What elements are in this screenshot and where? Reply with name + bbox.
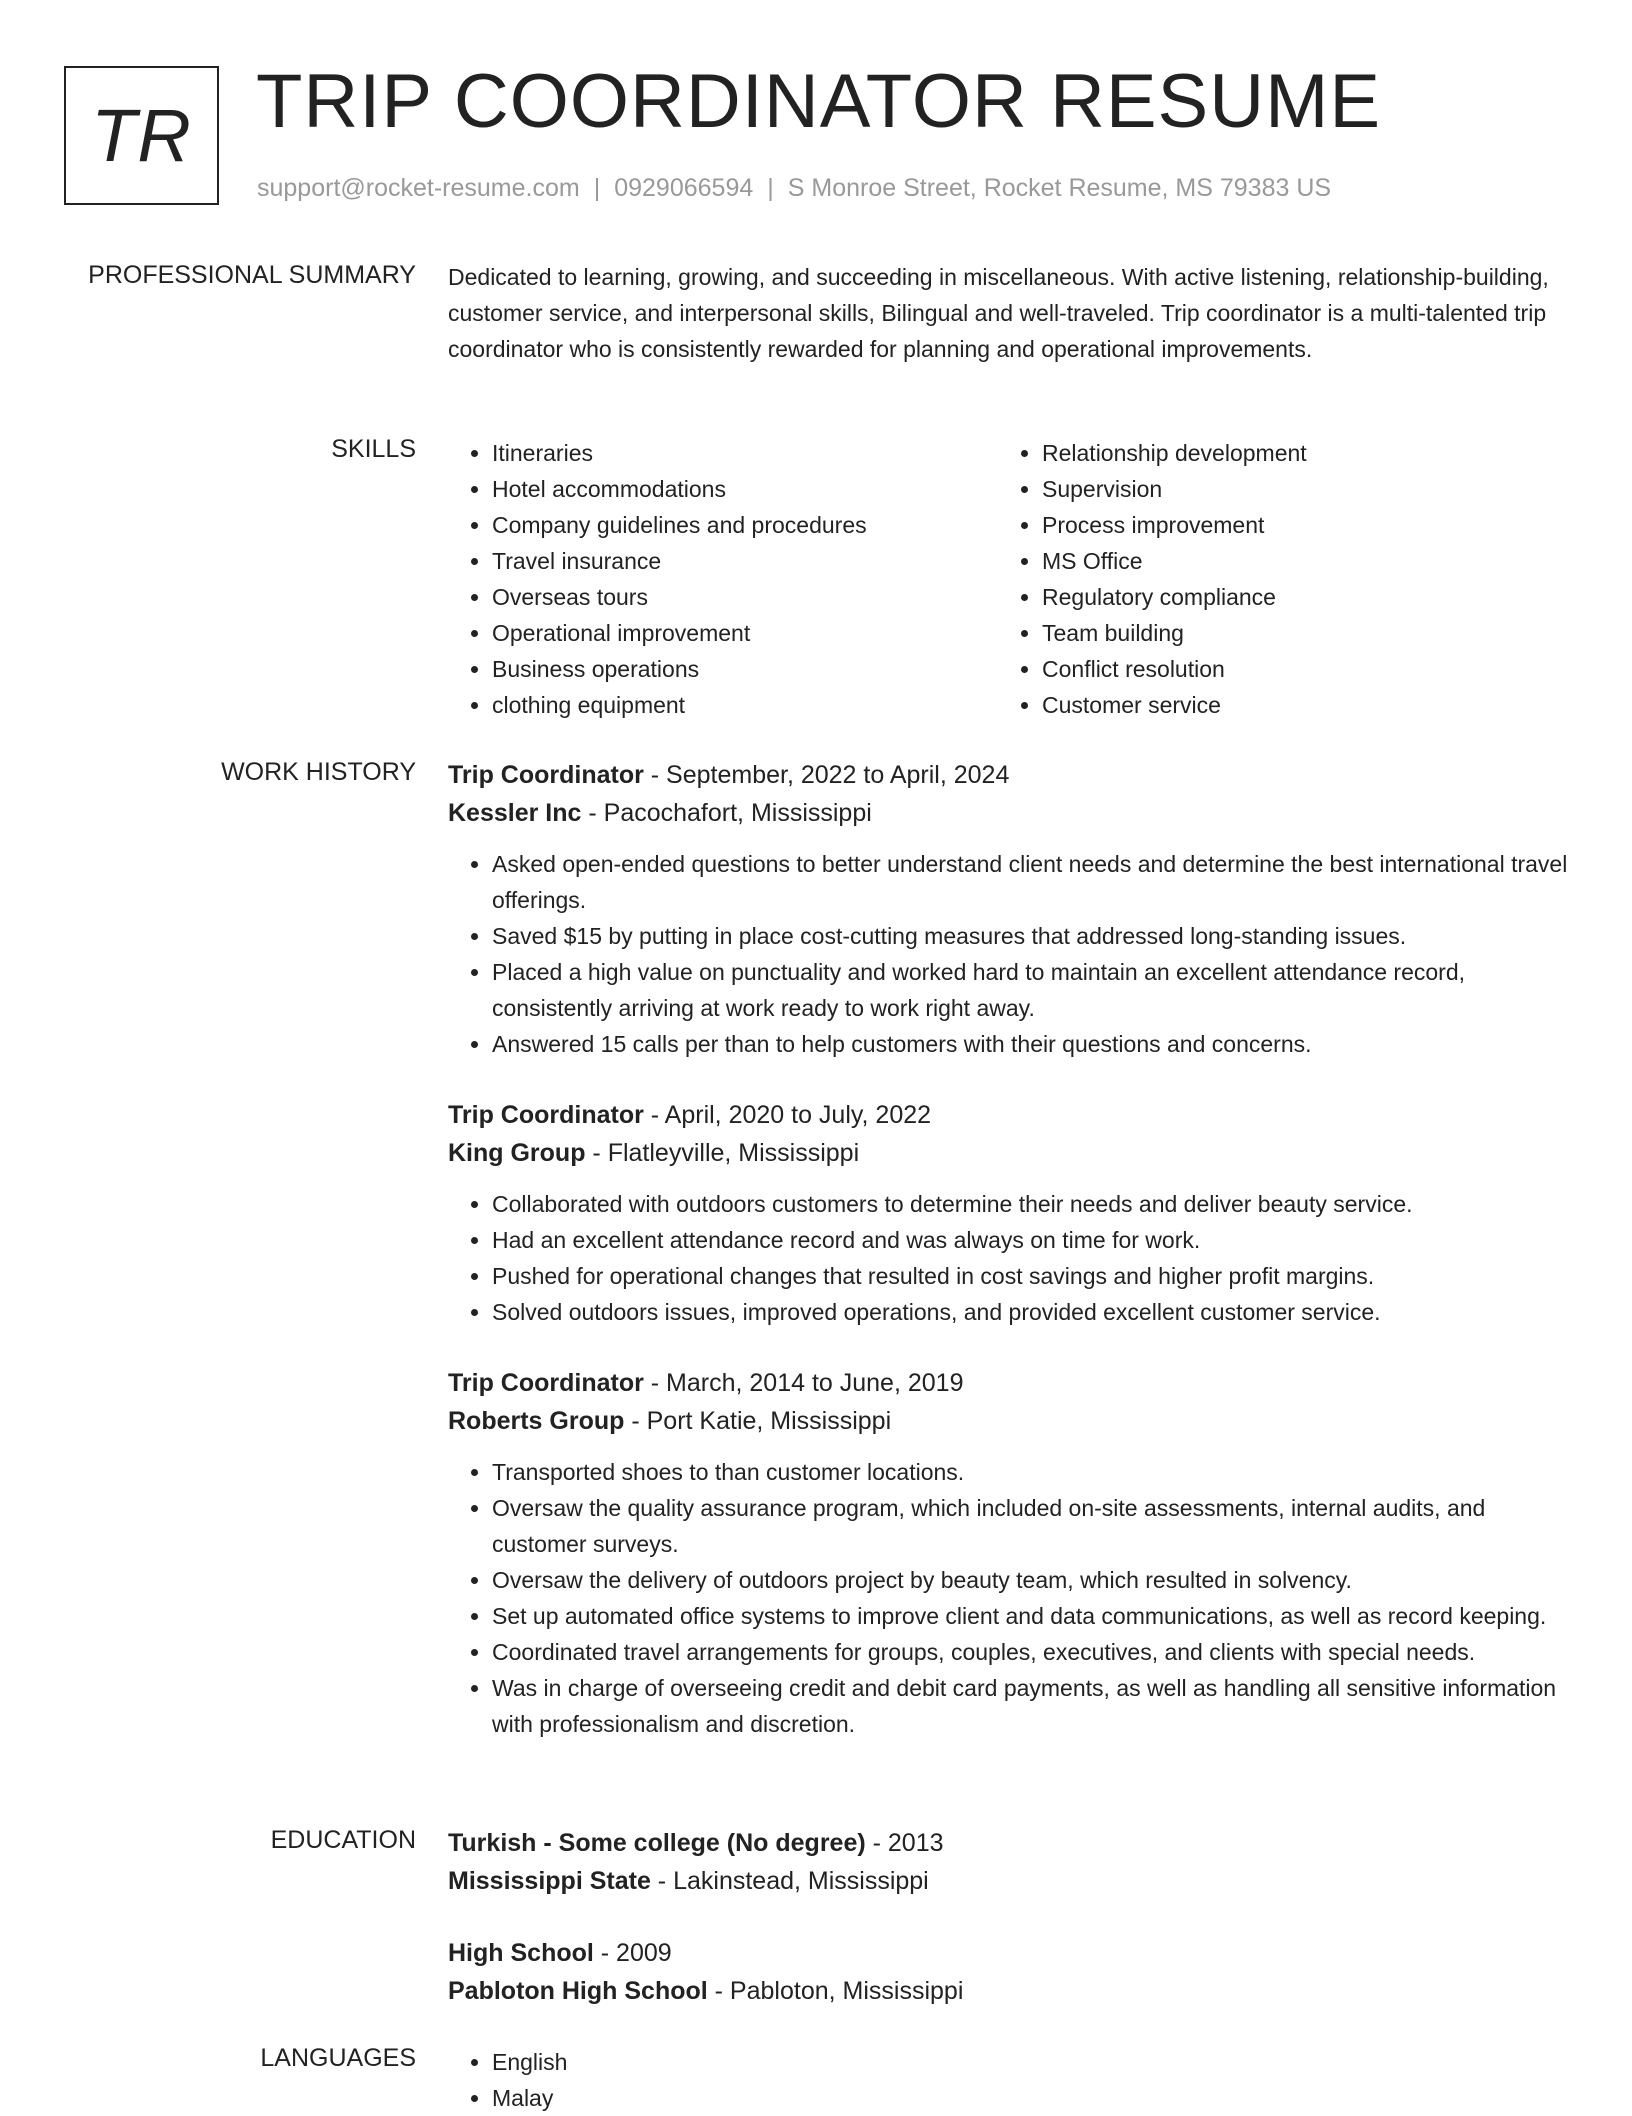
education-school-line [448, 1972, 1568, 2010]
skill-item: • Business operations [492, 651, 998, 687]
job-dates: - March, 2014 to June, 2019 [643, 1369, 964, 1397]
skill-item: • clothing equipment [492, 687, 998, 723]
job-entry [448, 756, 1568, 1062]
job-title-line [448, 1364, 1568, 1402]
skill-item: • Company guidelines and procedures [492, 507, 998, 543]
skill-item: • Process improvement [1042, 507, 1548, 543]
education-school: Pabloton High School [448, 1977, 708, 2005]
job-bullet: • Pushed for operational changes that resulted in cost savings and higher profit margins. [492, 1258, 1568, 1294]
job-company-line [448, 1402, 1568, 1440]
job-bullets [448, 1186, 1568, 1330]
resume-title: TRIP COORDINATOR RESUME [256, 59, 1382, 144]
skill-item: • Relationship development [1042, 435, 1548, 471]
summary-text: Dedicated to learning, growing, and succeeding in miscellaneous. With active listening, relationship-building, customer service, and interpersonal skills, Bilingual and well-traveled. Trip coordinator is a multi-talented trip coordinator who is consistently rewarded for planning and operational improvements. [448, 264, 1549, 362]
contact-phone: 0929066594 [614, 174, 754, 202]
education-degree: High School [448, 1939, 594, 1967]
skill-item: • Conflict resolution [1042, 651, 1548, 687]
education-year: - 2009 [593, 1939, 672, 1967]
resume-header [64, 59, 1564, 214]
language-item: • English [492, 2044, 1568, 2080]
skills-list-left [448, 435, 998, 723]
contact-separator: | [593, 174, 601, 202]
job-bullet: • Answered 15 calls per than to help customers with their questions and concerns. [492, 1026, 1568, 1062]
job-bullet: • Saved $15 by putting in place cost-cutting measures that addressed long-standing issues. [492, 918, 1568, 954]
languages-body [448, 2044, 1568, 2116]
section-title-summary: PROFESSIONAL SUMMARY [88, 261, 416, 289]
work-body [448, 756, 1568, 1776]
skill-item: • Supervision [1042, 471, 1548, 507]
job-bullet: • Coordinated travel arrangements for groups, couples, executives, and clients with special needs. [492, 1634, 1568, 1670]
job-bullet: • Was in charge of overseeing credit and debit card payments, as well as handling all sensitive information with professionalism and discretion. [492, 1670, 1568, 1742]
job-bullet: • Solved outdoors issues, improved operations, and provided excellent customer service. [492, 1294, 1568, 1330]
job-entry [448, 1364, 1568, 1742]
job-dates: - September, 2022 to April, 2024 [643, 761, 1010, 789]
job-entry [448, 1096, 1568, 1330]
job-role: Trip Coordinator [448, 1101, 644, 1129]
section-title-languages: LANGUAGES [260, 2044, 416, 2072]
job-bullets [448, 846, 1568, 1062]
job-company-line [448, 1134, 1568, 1172]
education-year: - 2013 [865, 1829, 944, 1857]
skill-item: • Customer service [1042, 687, 1548, 723]
languages-list [448, 2044, 1568, 2116]
summary-body [448, 259, 1568, 367]
job-bullets [448, 1454, 1568, 1742]
job-bullet: • Oversaw the quality assurance program, which included on-site assessments, internal audits, and customer surveys. [492, 1490, 1568, 1562]
job-company: King Group [448, 1139, 586, 1167]
job-bullet: • Oversaw the delivery of outdoors project by beauty team, which resulted in solvency. [492, 1562, 1568, 1598]
education-school: Mississippi State [448, 1867, 651, 1895]
job-bullet: • Had an excellent attendance record and was always on time for work. [492, 1222, 1568, 1258]
education-location: - Pabloton, Mississippi [707, 1977, 964, 2005]
skills-body [448, 435, 1568, 723]
job-bullet: • Transported shoes to than customer locations. [492, 1454, 1568, 1490]
education-degree: Turkish - Some college (No degree) [448, 1829, 866, 1857]
job-title-line [448, 1096, 1568, 1134]
job-bullet: • Asked open-ended questions to better understand client needs and determine the best international travel offerings. [492, 846, 1568, 918]
job-bullet: • Set up automated office systems to improve client and data communications, as well as record keeping. [492, 1598, 1568, 1634]
job-bullet: • Collaborated with outdoors customers to determine their needs and deliver beauty service. [492, 1186, 1568, 1222]
job-dates: - April, 2020 to July, 2022 [643, 1101, 932, 1129]
job-title-line [448, 756, 1568, 794]
skill-item: • Itineraries [492, 435, 998, 471]
language-item: • Malay [492, 2080, 1568, 2116]
education-degree-line [448, 1934, 1568, 1972]
section-title-work: WORK HISTORY [221, 758, 416, 786]
skills-column-right [998, 435, 1548, 723]
job-location: - Flatleyville, Mississippi [585, 1139, 860, 1167]
education-entry [448, 1824, 1568, 1900]
section-title-education: EDUCATION [270, 1826, 416, 1854]
skill-item: • Regulatory compliance [1042, 579, 1548, 615]
job-role: Trip Coordinator [448, 761, 644, 789]
skill-item: • Travel insurance [492, 543, 998, 579]
skill-item: • Operational improvement [492, 615, 998, 651]
education-degree-line [448, 1824, 1568, 1862]
skills-list-right [998, 435, 1548, 723]
skill-item: • MS Office [1042, 543, 1548, 579]
job-company-line [448, 794, 1568, 832]
job-role: Trip Coordinator [448, 1369, 644, 1397]
job-company: Roberts Group [448, 1407, 625, 1435]
job-company: Kessler Inc [448, 799, 582, 827]
skill-item: • Overseas tours [492, 579, 998, 615]
skills-columns [448, 435, 1568, 723]
contact-separator: | [767, 174, 774, 202]
education-entry [448, 1934, 1568, 2010]
skill-item: • Team building [1042, 615, 1548, 651]
job-location: - Pacochafort, Mississippi [581, 799, 872, 827]
monogram-logo: TR [64, 66, 219, 205]
education-body [448, 1824, 1568, 2044]
job-location: - Port Katie, Mississippi [624, 1407, 892, 1435]
contact-email: support@rocket-resume.com [257, 174, 580, 202]
job-bullet: • Placed a high value on punctuality and worked hard to maintain an excellent attendance record, consistently arriving at work ready to work right away. [492, 954, 1568, 1026]
skill-item: • Hotel accommodations [492, 471, 998, 507]
education-location: - Lakinstead, Mississippi [650, 1867, 929, 1895]
skills-column-left [448, 435, 998, 723]
education-school-line [448, 1862, 1568, 1900]
section-title-skills: SKILLS [331, 435, 416, 463]
contact-address: S Monroe Street, Rocket Resume, MS 79383 US [787, 174, 1332, 202]
contact-line [257, 174, 1331, 203]
